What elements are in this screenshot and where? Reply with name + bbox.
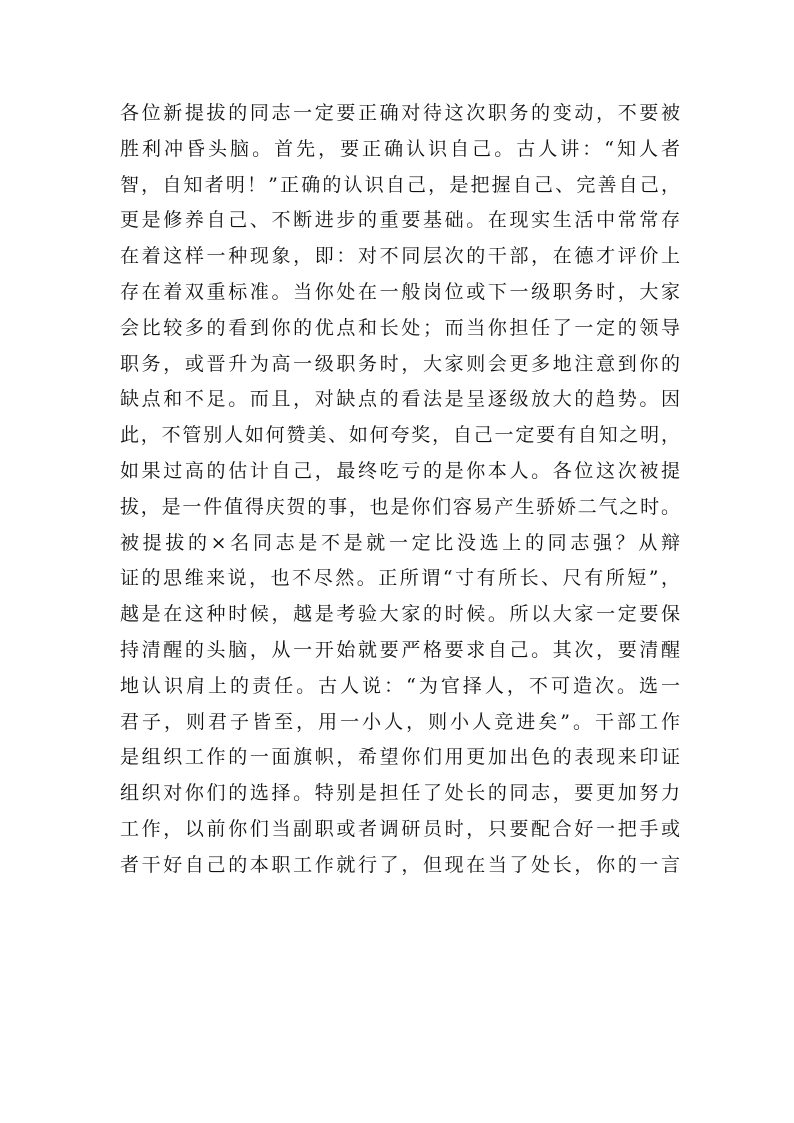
text-line: 会比较多的看到你的优点和长处；而当你担任了一定的领导: [120, 316, 680, 339]
text-line: 拔，是一件值得庆贺的事，也是你们容易产生骄娇二气之时。: [120, 495, 680, 518]
text-line: 证的思维来说，也不尽然。正所谓“寸有所长、尺有所短”，: [120, 567, 680, 590]
text-line: 是组织工作的一面旗帜，希望你们用更加出色的表现来印证: [120, 746, 680, 769]
text-line: 持清醒的头脑，从一开始就要严格要求自己。其次，要清醒: [120, 638, 680, 661]
text-line: 智，自知者明！”正确的认识自己，是把握自己、完善自己，: [120, 173, 680, 196]
text-line: 在着这样一种现象，即：对不同层次的干部，在德才评价上: [120, 245, 680, 268]
text-line: 各位新提拔的同志一定要正确对待这次职务的变动，不要被: [120, 102, 680, 124]
text-line: 工作，以前你们当副职或者调研员时，只要配合好一把手或: [120, 817, 680, 840]
text-line: 君子，则君子皆至，用一小人，则小人竞进矣”。干部工作: [120, 710, 680, 733]
text-line: 缺点和不足。而且，对缺点的看法是呈逐级放大的趋势。因: [120, 388, 680, 411]
text-line: 此，不管别人如何赞美、如何夸奖，自己一定要有自知之明，: [120, 424, 680, 447]
text-line: 被提拔的×名同志是不是就一定比没选上的同志强？从辩: [120, 531, 680, 554]
text-line: 地认识肩上的责任。古人说：“为官择人，不可造次。选一: [120, 674, 680, 697]
text-line: 胜利冲昏头脑。首先，要正确认识自己。古人讲：“知人者: [120, 137, 680, 160]
text-line: 如果过高的估计自己，最终吃亏的是你本人。各位这次被提: [120, 459, 680, 482]
text-line: 者干好自己的本职工作就行了，但现在当了处长，你的一言: [120, 853, 680, 876]
body-text: [120, 96, 680, 884]
text-line: 更是修养自己、不断进步的重要基础。在现实生活中常常存: [120, 209, 680, 232]
text-line: 越是在这种时候，越是考验大家的时候。所以大家一定要保: [120, 603, 680, 626]
text-line: 职务，或晋升为高一级职务时，大家则会更多地注意到你的: [120, 352, 680, 375]
text-line: 存在着双重标准。当你处在一般岗位或下一级职务时，大家: [120, 280, 680, 303]
text-line: 组织对你们的选择。特别是担任了处长的同志，要更加努力: [120, 782, 680, 805]
